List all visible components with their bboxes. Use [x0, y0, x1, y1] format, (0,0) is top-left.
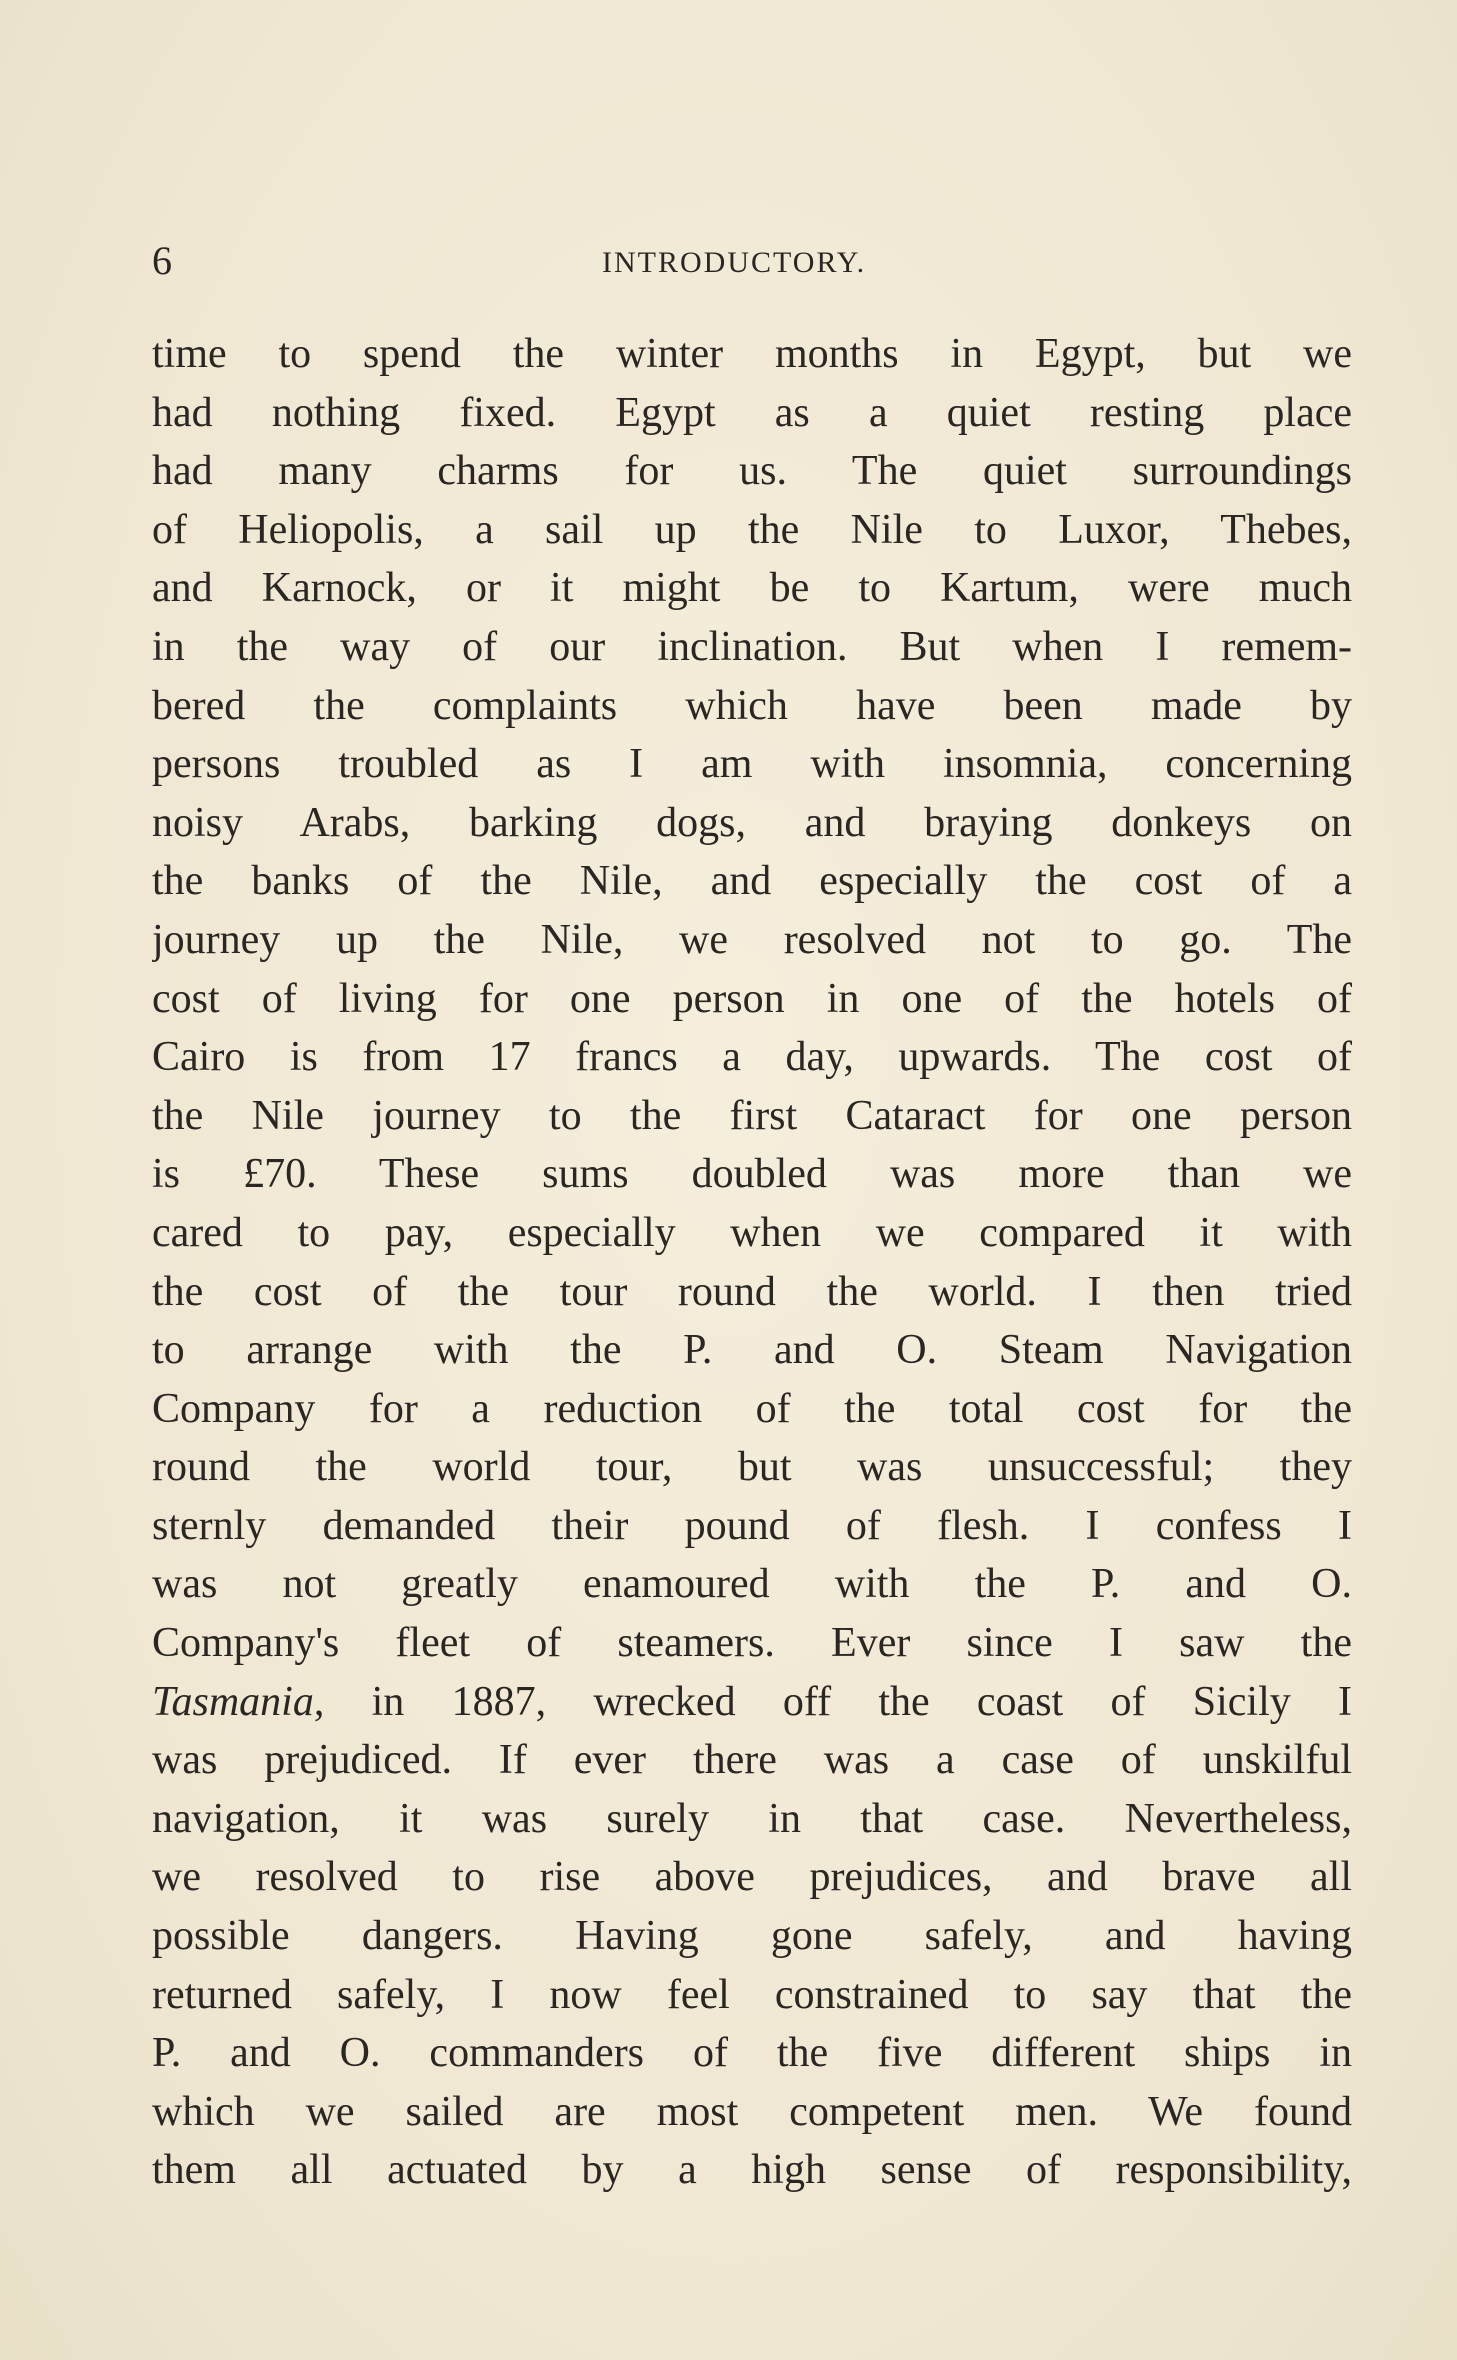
- text-line: to arrange with the P. and O. Steam Navigation: [152, 1327, 1352, 1374]
- text-line: sternly demanded their pound of flesh. I confess I: [152, 1502, 1352, 1549]
- text-line: cared to pay, especially when we compared it with: [152, 1209, 1352, 1256]
- text-line: was prejudiced. If ever there was a case of unskilful: [152, 1737, 1352, 1784]
- text-line-rest: , in 1887, wrecked off the coast of Sicily I: [313, 1678, 1352, 1725]
- text-line: navigation, it was surely in that case. Nevertheless,: [152, 1795, 1352, 1842]
- text-line: is £70. These sums doubled was more than we: [152, 1151, 1352, 1198]
- ship-name-italic: Tasmania: [152, 1678, 314, 1725]
- text-line: possible dangers. Having gone safely, and having: [152, 1913, 1352, 1960]
- text-line: returned safely, I now feel constrained to say that the: [152, 1971, 1352, 2018]
- text-line: had nothing fixed. Egypt as a quiet resting place: [152, 389, 1352, 436]
- text-line: Cairo is from 17 francs a day, upwards. The cost of: [152, 1034, 1352, 1081]
- text-line: bered the complaints which have been made by: [152, 682, 1352, 729]
- text-line: Company's fleet of steamers. Ever since I saw the: [152, 1620, 1352, 1667]
- text-line: the Nile journey to the first Cataract for one person: [152, 1092, 1352, 1139]
- text-line: which we sailed are most competent men. We found: [152, 2088, 1352, 2135]
- text-line: had many charms for us. The quiet surroundings: [152, 448, 1352, 495]
- text-line: time to spend the winter months in Egypt, but we: [152, 331, 1352, 377]
- text-line: of Heliopolis, a sail up the Nile to Luxor, Thebes,: [152, 506, 1352, 553]
- text-line: P. and O. commanders of the five different ships in: [152, 2030, 1352, 2077]
- text-line: round the world tour, but was unsuccessful; they: [152, 1444, 1352, 1491]
- text-line: persons troubled as I am with insomnia, concerning: [152, 741, 1352, 788]
- text-line: cost of living for one person in one of the hotels of: [152, 975, 1352, 1022]
- text-line: Company for a reduction of the total cost for the: [152, 1385, 1352, 1432]
- text-line: in the way of our inclination. But when I remem-: [152, 623, 1352, 670]
- text-line: we resolved to rise above prejudices, and brave all: [152, 1854, 1352, 1901]
- text-line: journey up the Nile, we resolved not to go. The: [152, 916, 1352, 963]
- text-line: and Karnock, or it might be to Kartum, were much: [152, 565, 1352, 612]
- page-number: 6: [152, 238, 172, 283]
- text-line: was not greatly enamoured with the P. and O.: [152, 1561, 1352, 1608]
- text-line: the banks of the Nile, and especially the cost of a: [152, 858, 1352, 905]
- text-line: the cost of the tour round the world. I then tried: [152, 1268, 1352, 1315]
- body-text: [152, 325, 1352, 2200]
- text-line: [152, 1673, 1352, 1732]
- text-line: noisy Arabs, barking dogs, and braying donkeys on: [152, 799, 1352, 846]
- section-title: INTRODUCTORY.: [602, 246, 867, 279]
- text-line: them all actuated by a high sense of responsibility,: [152, 2147, 1352, 2194]
- running-head: [152, 236, 1352, 286]
